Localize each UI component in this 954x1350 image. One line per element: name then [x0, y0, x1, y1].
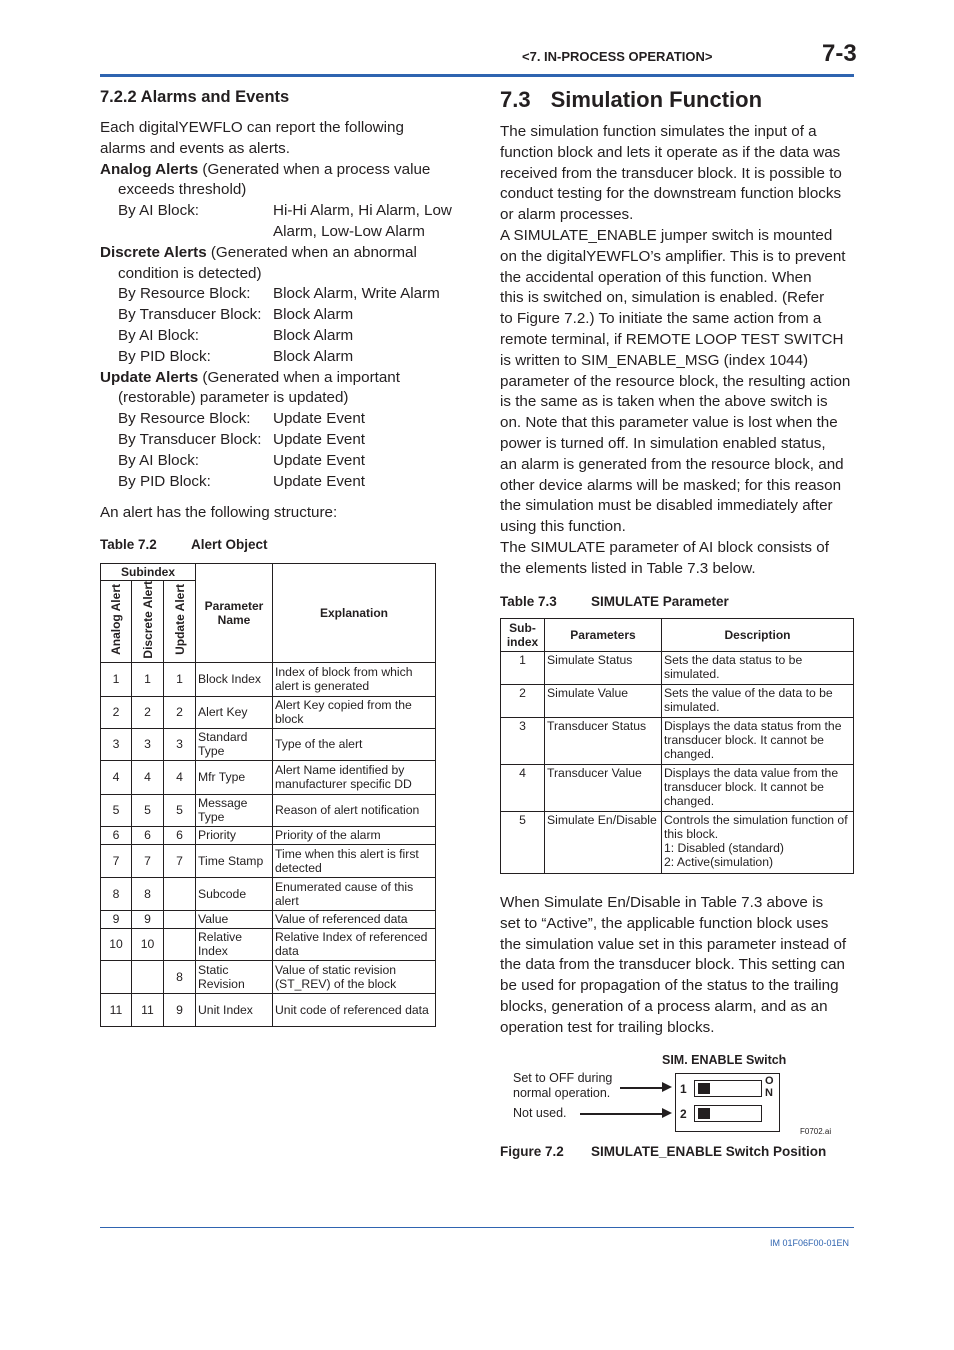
table-7-3-caption: Table 7.3 SIMULATE Parameter [500, 594, 729, 609]
update-subindex-cell: 5 [164, 794, 196, 826]
analog-subindex-cell: 8 [101, 877, 132, 910]
table-row [101, 794, 436, 826]
table-row [501, 812, 854, 874]
text-line: conduct testing for the downstream function blocks [500, 185, 842, 203]
discrete-subindex-cell: 11 [132, 993, 164, 1026]
text-line: on the digitalYEWFLO’s amplifier. This is to prevent [500, 247, 846, 265]
analog-subindex-cell: 7 [101, 844, 132, 877]
arrow-2 [580, 1113, 668, 1115]
parameter-name-cell: Alert Key [196, 696, 273, 728]
alert-object-rows [101, 662, 436, 1026]
update-subindex-cell [164, 877, 196, 910]
update-alert-header: Update Alert [172, 584, 187, 656]
update-subindex-cell [164, 928, 196, 960]
update-alerts-line: Update Alerts (Generated when a important [100, 368, 400, 386]
text-line: is the same as is taken when the above switch is [500, 393, 828, 411]
alert-object-table [100, 563, 436, 1027]
discrete-subindex-cell: 2 [132, 696, 164, 728]
text-line: received from the transducer block. It is possible to [500, 164, 842, 182]
text-line: set to “Active”, the applicable function block uses [500, 914, 829, 932]
parameters-header: Parameters [545, 619, 662, 652]
analog-alerts-title: Analog Alerts [100, 160, 199, 178]
parameter-name-cell: Block Index [196, 662, 273, 696]
footer-rule [100, 1227, 854, 1228]
parameter-name-cell: Static Revision [196, 960, 273, 993]
intro-line: Each digitalYEWFLO can report the following [100, 119, 404, 136]
text-line: the simulation value set in this parameter instead of [500, 935, 847, 953]
text-line: other device alarms will be masked; for this reason [500, 476, 842, 494]
subindex-cell: 2 [501, 685, 545, 718]
table-row [501, 685, 854, 718]
discrete-subindex-cell: 8 [132, 877, 164, 910]
text-line: function block and lets it operate as if the data was [500, 143, 841, 161]
parameter-name-cell: Time Stamp [196, 844, 273, 877]
switch-position-1-label: 1 [680, 1082, 687, 1096]
discrete-subindex-cell: 9 [132, 910, 164, 928]
discrete-subindex-cell: 10 [132, 928, 164, 960]
alerts-text: Each digitalYEWFLO can report the following alarms and events as alerts. Analog Alerts (Generated when a process value exceeds threshold) By AI Block: Hi-Hi Alarm, Hi Alarm, Low Alarm, Low-Low Alarm Discrete Alerts (Generated when an abnormal condition is detected) By Resource Block: Block Alarm, Write Alarm By Transducer Block: Block Alarm By AI Block: Block Alarm By PID Block: Block Alarm Update Alerts (Generated when a important (restorable) parameter is updated) By Resource Block: Update Event By Transducer Block: Update Event By AI Block: Update Event By PID Block: Update Event [100, 118, 470, 492]
text-line: remote terminal, if REMOTE LOOP TEST SWITCH [500, 330, 844, 348]
page-number: 7-3 [822, 40, 857, 67]
text-line: power is turned off. In simulation enabled status, [500, 434, 826, 452]
text-line: A SIMULATE_ENABLE jumper switch is mounted [500, 226, 833, 244]
table-row [501, 652, 854, 685]
section-heading: 7.2.2 Alarms and Events [100, 88, 290, 106]
header-rule [100, 74, 854, 77]
table-row [101, 993, 436, 1026]
parameter-cell: Transducer Value [545, 765, 662, 812]
discrete-subindex-cell: 1 [132, 662, 164, 696]
switch-knob-2 [698, 1108, 710, 1119]
intro-line: alarms and events as alerts. [100, 139, 290, 157]
parameter-name-header: Parameter Name [196, 564, 273, 663]
parameter-name-cell: Message Type [196, 794, 273, 826]
table-7-2-caption: Table 7.2 Alert Object [100, 537, 268, 552]
analog-subindex-cell: 6 [101, 826, 132, 844]
on-label: O N [765, 1075, 774, 1099]
text-line: The simulation function simulates the input of a [500, 123, 817, 140]
subindex-cell: 4 [501, 765, 545, 812]
analog-alerts-line: Analog Alerts (Generated when a process value [100, 160, 431, 178]
update-subindex-cell: 7 [164, 844, 196, 877]
simulate-usage-text [500, 893, 860, 1039]
subindex-header: Sub-index [501, 619, 545, 652]
discrete-alerts-line: Discrete Alerts (Generated when an abnormal [100, 243, 417, 261]
text-line: blocks, generation of a process alarm, and as an [500, 997, 828, 1015]
simulation-heading: 7.3 Simulation Function [500, 87, 763, 112]
parameter-name-cell: Mfr Type [196, 760, 273, 794]
parameter-name-cell: Value [196, 910, 273, 928]
explanation-cell: Unit code of referenced data [273, 993, 436, 1026]
alert-source-row: By Resource Block: Block Alarm, Write Alarm [118, 285, 440, 303]
explanation-cell: Priority of the alarm [273, 826, 436, 844]
parameter-cell: Simulate Status [545, 652, 662, 685]
switch-knob-1 [698, 1083, 710, 1094]
text-line: this is switched on, simulation is enabled. (Refer [500, 289, 825, 307]
analog-subindex-cell: 2 [101, 696, 132, 728]
table-row [101, 696, 436, 728]
explanation-cell: Alert Name identified by manufacturer specific DD [273, 760, 436, 794]
discrete-subindex-cell: 3 [132, 728, 164, 760]
explanation-cell: Time when this alert is first detected [273, 844, 436, 877]
update-subindex-cell: 8 [164, 960, 196, 993]
switch-position-2-label: 2 [680, 1107, 687, 1121]
alert-source-row: By PID Block: Block Alarm [118, 347, 354, 365]
table-row [501, 718, 854, 765]
parameter-name-cell: Relative Index [196, 928, 273, 960]
alert-source-row: By PID Block: Update Event [118, 472, 366, 490]
discrete-subindex-cell: 7 [132, 844, 164, 877]
arrow-1-head [662, 1082, 672, 1092]
text-line: be used for propagation of the status to the trailing [500, 977, 839, 995]
text-line: operation test for trailing blocks. [500, 1018, 715, 1036]
description-cell: Displays the data status from the transducer block. It cannot be changed. [662, 718, 854, 765]
analog-subindex-cell: 3 [101, 728, 132, 760]
update-subindex-cell [164, 910, 196, 928]
text-line: parameter of the resource block, the resulting action [500, 372, 851, 390]
running-header: <7. IN-PROCESS OPERATION> [522, 49, 713, 64]
analog-subindex-cell: 11 [101, 993, 132, 1026]
text-line: The SIMULATE parameter of AI block consists of [500, 538, 829, 556]
text-line: is written to SIM_ENABLE_MSG (index 1044) [500, 351, 809, 369]
text-line: to Figure 7.2.) To initiate the same action from a [500, 310, 822, 328]
discrete-subindex-cell [132, 960, 164, 993]
table-row [101, 844, 436, 877]
table-row [101, 826, 436, 844]
table-row [101, 960, 436, 993]
switch-title: SIM. ENABLE Switch [662, 1053, 787, 1067]
document-id: IM 01F06F00-01EN [770, 1238, 850, 1248]
update-subindex-cell: 4 [164, 760, 196, 794]
table-row [101, 910, 436, 928]
arrow-2-head [662, 1108, 672, 1118]
update-subindex-cell: 1 [164, 662, 196, 696]
explanation-cell: Enumerated cause of this alert [273, 877, 436, 910]
figure-7-2-caption: Figure 7.2 SIMULATE_ENABLE Switch Position [500, 1144, 827, 1159]
analog-alert-header: Analog Alert [109, 584, 123, 656]
description-cell: Sets the data status to be simulated. [662, 652, 854, 685]
update-subindex-cell: 3 [164, 728, 196, 760]
discrete-subindex-cell: 6 [132, 826, 164, 844]
subindex-header: Subindex [101, 564, 196, 581]
alert-source-row: By Transducer Block: Block Alarm [118, 306, 354, 324]
parameter-name-cell: Subcode [196, 877, 273, 910]
update-subindex-cell: 2 [164, 696, 196, 728]
alert-source-row: By AI Block: Hi-Hi Alarm, Hi Alarm, Low Alarm, Low-Low Alarm [118, 202, 452, 240]
text-line: the simulation must be disabled immediately after [500, 497, 833, 515]
analog-subindex-cell: 10 [101, 928, 132, 960]
update-subindex-cell: 6 [164, 826, 196, 844]
analog-subindex-cell: 1 [101, 662, 132, 696]
subindex-cell: 3 [501, 718, 545, 765]
analog-subindex-cell: 4 [101, 760, 132, 794]
discrete-alerts-title: Discrete Alerts [100, 243, 207, 261]
explanation-cell: Index of block from which alert is generated [273, 662, 436, 696]
update-subindex-cell: 9 [164, 993, 196, 1026]
parameter-cell: Simulate En/Disable [545, 812, 662, 874]
text-line: the accidental operation of this function. When [500, 268, 812, 286]
explanation-header: Explanation [273, 564, 436, 663]
explanation-cell: Value of referenced data [273, 910, 436, 928]
table-row [101, 662, 436, 696]
explanation-cell: Value of static revision (ST_REV) of the block [273, 960, 436, 993]
text-line: an alarm is generated from the resource block, and [500, 455, 844, 473]
arrow-1 [620, 1087, 668, 1089]
explanation-cell: Relative Index of referenced data [273, 928, 436, 960]
parameter-cell: Transducer Status [545, 718, 662, 765]
table-row [101, 728, 436, 760]
text-line: using this function. [500, 518, 626, 536]
update-alerts-title: Update Alerts [100, 368, 199, 386]
simulate-parameter-table [500, 618, 854, 874]
description-cell: Controls the simulation function of this block. 1: Disabled (standard) 2: Active(simulation) [662, 812, 854, 874]
description-cell: Sets the value of the data to be simulated. [662, 685, 854, 718]
alert-source-row: By AI Block: Block Alarm [118, 326, 354, 344]
text-line: or alarm processes. [500, 206, 634, 224]
description-header: Description [662, 619, 854, 652]
explanation-cell: Alert Key copied from the block [273, 696, 436, 728]
discrete-subindex-cell: 4 [132, 760, 164, 794]
switch-label-1: Set to OFF during normal operation. [513, 1071, 613, 1100]
analog-subindex-cell: 5 [101, 794, 132, 826]
discrete-alert-header: Discrete Alert [140, 581, 155, 659]
parameter-cell: Simulate Value [545, 685, 662, 718]
alert-source-row: By Transducer Block: Update Event [118, 430, 366, 448]
explanation-cell: Type of the alert [273, 728, 436, 760]
text-line: When Simulate En/Disable in Table 7.3 above is [500, 894, 824, 911]
discrete-subindex-cell: 5 [132, 794, 164, 826]
explanation-cell: Reason of alert notification [273, 794, 436, 826]
table-row [101, 877, 436, 910]
text-line: on. Note that this parameter value is lost when the [500, 414, 838, 432]
simulation-text [500, 122, 860, 580]
structure-text: An alert has the following structure: [100, 504, 338, 521]
subindex-cell: 1 [501, 652, 545, 685]
analog-subindex-cell [101, 960, 132, 993]
alert-source-row: By Resource Block: Update Event [118, 410, 366, 428]
figure-file-name: F0702.ai [800, 1127, 832, 1136]
subindex-cell: 5 [501, 812, 545, 874]
analog-subindex-cell: 9 [101, 910, 132, 928]
parameter-name-cell: Priority [196, 826, 273, 844]
parameter-name-cell: Standard Type [196, 728, 273, 760]
table-row [101, 928, 436, 960]
text-line: the data from the transducer block. This setting can [500, 956, 845, 974]
table-row [101, 760, 436, 794]
alert-source-row: By AI Block: Update Event [118, 451, 366, 469]
table-row [501, 765, 854, 812]
simulate-parameter-rows [501, 652, 854, 874]
parameter-name-cell: Unit Index [196, 993, 273, 1026]
switch-label-2: Not used. [513, 1106, 567, 1120]
description-cell: Displays the data value from the transducer block. It cannot be changed. [662, 765, 854, 812]
text-line: the elements listed in Table 7.3 below. [500, 559, 756, 577]
